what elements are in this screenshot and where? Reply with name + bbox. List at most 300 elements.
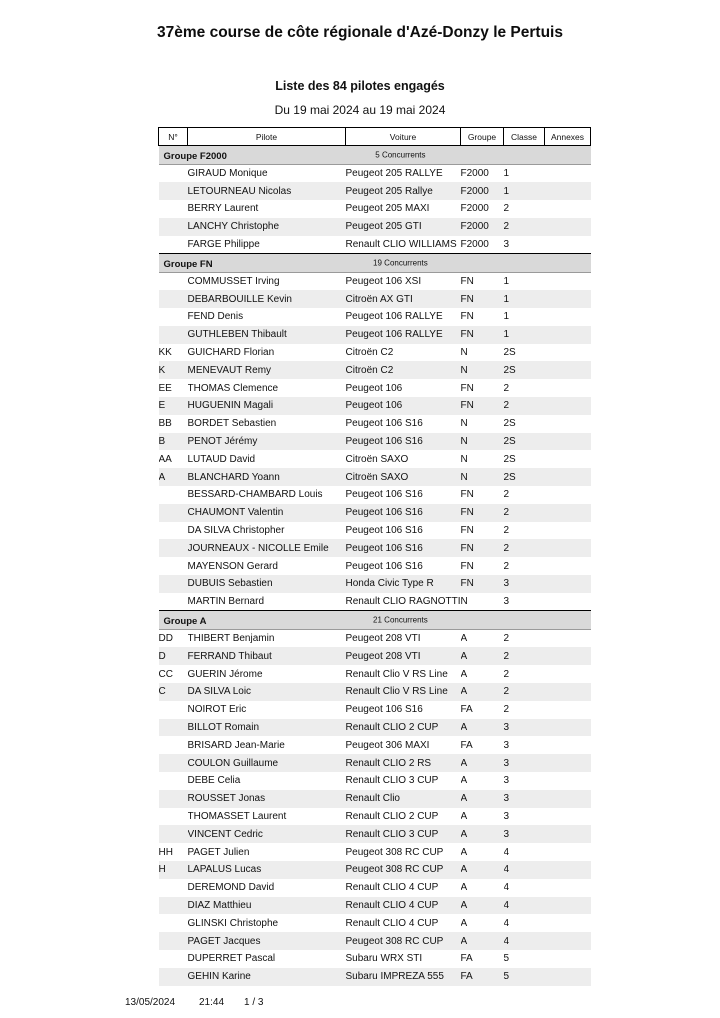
cell-class: 3 [504, 754, 545, 772]
table-row [159, 825, 591, 843]
table-row [159, 683, 591, 701]
cell-pilot: VINCENT Cedric [188, 825, 346, 843]
cell-group: FN [460, 276, 474, 288]
cell-annexes [545, 218, 591, 236]
cell-pilot: BESSARD-CHAMBARD Louis [187, 489, 323, 501]
cell-num [159, 218, 188, 236]
cell-pilot: LAPALUS Lucas [188, 861, 346, 879]
table-row [159, 861, 591, 879]
cell-num [159, 182, 188, 200]
cell-num [159, 236, 188, 254]
cell-pilot: COMMUSSET Irving [187, 276, 280, 288]
group-header-row [159, 146, 591, 165]
cell-num [159, 736, 188, 754]
cell-group: A [461, 861, 504, 879]
cell-pilot: PAGET Julien [187, 846, 250, 858]
cell-class: 2 [504, 539, 545, 557]
cell-car: Renault CLIO 2 CUP [346, 719, 461, 737]
table-row [159, 272, 591, 290]
cell-annexes [545, 932, 591, 950]
table-row [159, 433, 591, 451]
group-header-row [159, 253, 591, 272]
cell-annexes [545, 486, 591, 504]
table-row [159, 968, 591, 986]
cell-class: 2S [504, 433, 545, 451]
cell-num [159, 486, 188, 504]
cell-num: K [159, 361, 188, 379]
cell-class: 2 [504, 683, 545, 701]
table-row [159, 772, 591, 790]
cell-annexes [545, 450, 591, 468]
cell-pilot: THIBERT Benjamin [187, 633, 275, 645]
cell-annexes [545, 719, 591, 737]
table-row [159, 665, 591, 683]
cell-car: Peugeot 106 S16 [346, 433, 461, 451]
cell-pilot: GUERIN Jérome [187, 668, 263, 680]
cell-class: 1 [504, 326, 545, 344]
cell-class: 2 [503, 633, 510, 645]
cell-annexes [545, 754, 591, 772]
cell-num [159, 719, 188, 737]
cell-class: 2 [503, 668, 510, 680]
table-row [159, 593, 591, 611]
cell-annexes [545, 557, 591, 575]
table-row [159, 950, 591, 968]
cell-pilot: BRISARD Jean-Marie [187, 739, 285, 751]
cell-class: 2S [503, 347, 516, 359]
group-name: Groupe F2000 [163, 151, 227, 162]
table-row [159, 361, 591, 379]
cell-pilot: GUICHARD Florian [187, 347, 275, 359]
table-row [159, 719, 591, 737]
cell-class: 2 [503, 382, 510, 394]
cell-group: A [460, 668, 468, 680]
cell-car: Renault CLIO WILLIAMS [345, 238, 457, 250]
cell-car: Citroën AX GTI [346, 290, 461, 308]
cell-group: FA [460, 704, 473, 716]
table-row [159, 397, 591, 415]
group-count: 19 Concurrents [373, 258, 428, 268]
cell-pilot: JOURNEAUX - NICOLLE Emile [188, 539, 346, 557]
column-header-annexes: Annexes [545, 128, 591, 146]
page-footer [0, 997, 720, 1011]
cell-pilot: DA SILVA Christopher [187, 525, 285, 537]
cell-num: HH [158, 846, 173, 858]
cell-class: 5 [503, 953, 510, 965]
cell-num [159, 200, 188, 218]
cell-class: 2 [504, 397, 545, 415]
cell-annexes [545, 539, 591, 557]
cell-group: FA [460, 739, 473, 751]
cell-annexes [545, 968, 591, 986]
cell-class: 3 [504, 575, 545, 593]
cell-annexes [545, 165, 591, 183]
cell-car: Peugeot 205 MAXI [345, 203, 430, 215]
cell-car: Peugeot 106 RALLYE [345, 311, 443, 323]
table-row [159, 182, 591, 200]
cell-annexes [545, 665, 591, 683]
cell-class: 2 [503, 489, 510, 501]
cell-car: Citroën C2 [345, 347, 394, 359]
group-count: 5 Concurrents [375, 150, 426, 160]
cell-car: Renault Clio V RS Line [346, 683, 461, 701]
cell-annexes [545, 575, 591, 593]
cell-class: 2 [504, 647, 545, 665]
cell-car: Renault CLIO 2 CUP [345, 810, 439, 822]
cell-car: Peugeot 106 RALLYE [346, 326, 461, 344]
cell-num: H [159, 861, 188, 879]
cell-class: 1 [504, 182, 545, 200]
cell-class: 2S [504, 361, 545, 379]
cell-num [159, 897, 188, 915]
cell-group: F2000 [461, 218, 504, 236]
cell-class: 4 [504, 897, 545, 915]
cell-pilot: GUTHLEBEN Thibault [188, 326, 346, 344]
table-row [159, 897, 591, 915]
cell-group: F2000 [460, 238, 489, 250]
cell-pilot: COULON Guillaume [188, 754, 346, 772]
table-row [159, 468, 591, 486]
cell-num [159, 539, 188, 557]
cell-annexes [545, 914, 591, 932]
cell-pilot: BORDET Sebastien [187, 418, 277, 430]
cell-car: Renault CLIO 4 CUP [345, 882, 439, 894]
cell-pilot: DIAZ Matthieu [188, 897, 346, 915]
cell-num: KK [158, 347, 172, 359]
cell-class: 5 [504, 968, 545, 986]
cell-num [159, 914, 188, 932]
cell-annexes [545, 361, 591, 379]
cell-pilot: LETOURNEAU Nicolas [188, 182, 346, 200]
cell-num: C [159, 683, 188, 701]
cell-car: Honda Civic Type R [346, 575, 461, 593]
column-header-voiture: Voiture [346, 128, 461, 146]
cell-car: Renault CLIO 2 RS [346, 754, 461, 772]
cell-group: N [460, 595, 468, 607]
cell-class: 3 [503, 595, 510, 607]
cell-group: FN [461, 397, 504, 415]
cell-num [159, 950, 188, 968]
cell-group: FN [461, 575, 504, 593]
cell-group: N [460, 453, 468, 465]
cell-group: N [460, 347, 468, 359]
group-name: Groupe A [163, 616, 207, 628]
cell-num [159, 308, 188, 326]
cell-class: 3 [503, 810, 510, 822]
cell-num [159, 593, 188, 611]
table-row [159, 344, 591, 362]
cell-annexes [545, 504, 591, 522]
cell-class: 3 [504, 825, 545, 843]
cell-car: Peugeot 308 RC CUP [346, 861, 461, 879]
cell-annexes [545, 630, 591, 648]
cell-annexes [545, 897, 591, 915]
cell-annexes [545, 397, 591, 415]
cell-group: F2000 [460, 203, 489, 215]
cell-group: FN [461, 504, 504, 522]
cell-car: Subaru WRX STI [345, 953, 423, 965]
cell-car: Renault CLIO 3 CUP [345, 775, 439, 787]
cell-car: Citroën SAXO [346, 468, 461, 486]
cell-class: 2S [504, 468, 545, 486]
table-header [159, 128, 591, 146]
cell-pilot: CHAUMONT Valentin [188, 504, 346, 522]
cell-group: FN [460, 525, 474, 537]
cell-pilot: FARGE Philippe [187, 238, 260, 250]
cell-group: A [461, 897, 504, 915]
cell-car: Peugeot 208 VTI [345, 633, 421, 645]
cell-annexes [545, 790, 591, 808]
cell-car: Peugeot 308 RC CUP [346, 932, 461, 950]
cell-class: 2 [504, 504, 545, 522]
cell-num [159, 272, 188, 290]
page-title: 37ème course de côte régionale d'Azé-Donzy le Pertuis [157, 24, 563, 41]
table-row [159, 539, 591, 557]
cell-annexes [545, 433, 591, 451]
cell-annexes [545, 308, 591, 326]
cell-car: Peugeot 205 GTI [346, 218, 461, 236]
cell-num: BB [158, 418, 172, 430]
cell-num: CC [158, 668, 173, 680]
cell-group: A [460, 882, 468, 894]
table-row [159, 647, 591, 665]
cell-class: 3 [504, 719, 545, 737]
cell-class: 1 [504, 290, 545, 308]
cell-car: Peugeot 306 MAXI [345, 739, 430, 751]
cell-group: A [460, 633, 468, 645]
cell-num: A [159, 468, 188, 486]
cell-pilot: DEREMOND David [187, 882, 275, 894]
cell-car: Peugeot 106 S16 [345, 704, 423, 716]
cell-car: Peugeot 106 S16 [345, 489, 423, 501]
table-row [159, 326, 591, 344]
table-row [159, 630, 591, 648]
cell-class: 1 [503, 168, 510, 180]
cell-group: FN [460, 560, 474, 572]
cell-annexes [545, 182, 591, 200]
cell-annexes [545, 593, 591, 611]
cell-car: Peugeot 106 [345, 382, 403, 394]
cell-num [159, 968, 188, 986]
cell-pilot: BILLOT Romain [188, 719, 346, 737]
cell-pilot: FEND Denis [187, 311, 244, 323]
cell-car: Peugeot 208 VTI [346, 647, 461, 665]
cell-car: Peugeot 106 [346, 397, 461, 415]
table-row [159, 308, 591, 326]
table-header-row [159, 128, 591, 146]
cell-num [159, 772, 188, 790]
cell-annexes [545, 701, 591, 719]
footer-page-number: 1 / 3 [244, 997, 264, 1008]
cell-pilot: MAYENSON Gerard [187, 560, 278, 572]
cell-group: A [460, 917, 468, 929]
cell-pilot: GIRAUD Monique [187, 168, 268, 180]
cell-pilot: THOMAS Clemence [187, 382, 279, 394]
cell-num: EE [158, 382, 172, 394]
table-row [159, 557, 591, 575]
cell-pilot: DEBE Celia [187, 775, 241, 787]
cell-pilot: BLANCHARD Yoann [188, 468, 346, 486]
cell-group: A [461, 754, 504, 772]
cell-pilot: GLINSKI Christophe [187, 917, 279, 929]
cell-class: 1 [503, 276, 510, 288]
cell-car: Renault Clio [346, 790, 461, 808]
cell-group: N [460, 418, 468, 430]
cell-pilot: MARTIN Bernard [187, 595, 265, 607]
cell-group: FA [461, 968, 504, 986]
cell-group: FN [460, 489, 474, 501]
cell-annexes [545, 825, 591, 843]
cell-group: A [460, 846, 468, 858]
cell-class: 3 [503, 739, 510, 751]
column-header-classe: Classe [504, 128, 545, 146]
cell-annexes [545, 272, 591, 290]
column-header-groupe: Groupe [461, 128, 504, 146]
cell-pilot: LANCHY Christophe [188, 218, 346, 236]
cell-num [159, 575, 188, 593]
cell-num: AA [158, 453, 172, 465]
cell-class: 3 [503, 238, 510, 250]
cell-class: 4 [504, 932, 545, 950]
table-row [159, 914, 591, 932]
cell-annexes [545, 200, 591, 218]
cell-annexes [545, 772, 591, 790]
cell-num [159, 522, 188, 540]
cell-pilot: PAGET Jacques [188, 932, 346, 950]
table-row [159, 504, 591, 522]
cell-pilot: GEHIN Karine [188, 968, 346, 986]
cell-annexes [545, 379, 591, 397]
cell-class: 3 [503, 775, 510, 787]
cell-group: A [461, 719, 504, 737]
cell-pilot: NOIROT Eric [187, 704, 247, 716]
table-row [159, 701, 591, 719]
date-range: Du 19 mai 2024 au 19 mai 2024 [274, 103, 446, 117]
cell-annexes [545, 290, 591, 308]
cell-num [159, 165, 188, 183]
cell-pilot: DA SILVA Loic [188, 683, 346, 701]
cell-pilot: HUGUENIN Magali [188, 397, 346, 415]
cell-group: A [461, 932, 504, 950]
cell-annexes [545, 344, 591, 362]
cell-class: 3 [504, 790, 545, 808]
cell-group: FN [461, 326, 504, 344]
group-name: Groupe FN [163, 258, 213, 270]
cell-num [159, 808, 188, 826]
cell-num [159, 790, 188, 808]
cell-annexes [545, 808, 591, 826]
cell-group: N [461, 361, 504, 379]
cell-car: Renault CLIO 3 CUP [346, 825, 461, 843]
cell-car: Renault CLIO 4 CUP [346, 897, 461, 915]
cell-class: 1 [503, 311, 510, 323]
cell-annexes [545, 950, 591, 968]
table-row [159, 522, 591, 540]
cell-class: 2 [503, 525, 510, 537]
cell-annexes [545, 326, 591, 344]
table-row [159, 379, 591, 397]
table-row [159, 879, 591, 897]
cell-group: A [461, 647, 504, 665]
cell-pilot: DEBARBOUILLE Kevin [188, 290, 346, 308]
table-row [159, 165, 591, 183]
cell-class: 2 [503, 203, 510, 215]
column-header-n: N° [159, 128, 188, 146]
cell-group: A [460, 810, 468, 822]
table-row [159, 236, 591, 254]
cell-car: Peugeot 106 S16 [345, 418, 423, 430]
cell-class: 4 [504, 861, 545, 879]
table-row [159, 575, 591, 593]
cell-car: Peugeot 106 S16 [346, 504, 461, 522]
cell-class: 2S [503, 418, 516, 430]
table-row [159, 790, 591, 808]
cell-annexes [545, 468, 591, 486]
cell-car: Renault CLIO RAGNOTTI [345, 595, 461, 607]
cell-group: A [461, 790, 504, 808]
cell-annexes [545, 683, 591, 701]
table-row [159, 486, 591, 504]
list-title: Liste des 84 pilotes engagés [275, 79, 445, 93]
table-row [159, 415, 591, 433]
cell-group: FN [460, 382, 474, 394]
cell-num [159, 701, 188, 719]
cell-car: Peugeot 308 RC CUP [345, 846, 444, 858]
table-row [159, 932, 591, 950]
table-row [159, 200, 591, 218]
cell-class: 2 [503, 560, 510, 572]
table-row [159, 843, 591, 861]
cell-class: 2S [503, 453, 516, 465]
cell-pilot: MENEVAUT Remy [188, 361, 346, 379]
cell-num: D [159, 647, 188, 665]
cell-car: Peugeot 205 Rallye [346, 182, 461, 200]
footer-time: 21:44 [199, 997, 225, 1008]
table-row [159, 450, 591, 468]
cell-class: 4 [503, 846, 510, 858]
cell-group: A [461, 683, 504, 701]
cell-car: Renault Clio V RS Line [345, 668, 448, 680]
cell-car: Peugeot 106 S16 [346, 539, 461, 557]
cell-num: DD [158, 633, 173, 645]
cell-group: FN [461, 539, 504, 557]
cell-class: 4 [503, 917, 510, 929]
table-row [159, 218, 591, 236]
cell-group: FN [460, 311, 474, 323]
cell-annexes [545, 647, 591, 665]
cell-car: Citroën SAXO [345, 453, 409, 465]
cell-annexes [545, 415, 591, 433]
cell-annexes [545, 736, 591, 754]
cell-annexes [545, 843, 591, 861]
cell-pilot: BERRY Laurent [187, 203, 259, 215]
cell-group: N [461, 468, 504, 486]
table-row [159, 754, 591, 772]
cell-class: 4 [503, 882, 510, 894]
cell-num: B [159, 433, 188, 451]
cell-group: F2000 [460, 168, 489, 180]
cell-num [159, 932, 188, 950]
cell-group: FA [460, 953, 473, 965]
cell-pilot: DUPERRET Pascal [187, 953, 276, 965]
cell-class: 2 [503, 704, 510, 716]
cell-class: 2 [504, 218, 545, 236]
cell-pilot: FERRAND Thibaut [188, 647, 346, 665]
cell-pilot: LUTAUD David [187, 453, 256, 465]
cell-group: A [460, 775, 468, 787]
cell-num [159, 879, 188, 897]
cell-pilot: PENOT Jérémy [188, 433, 346, 451]
